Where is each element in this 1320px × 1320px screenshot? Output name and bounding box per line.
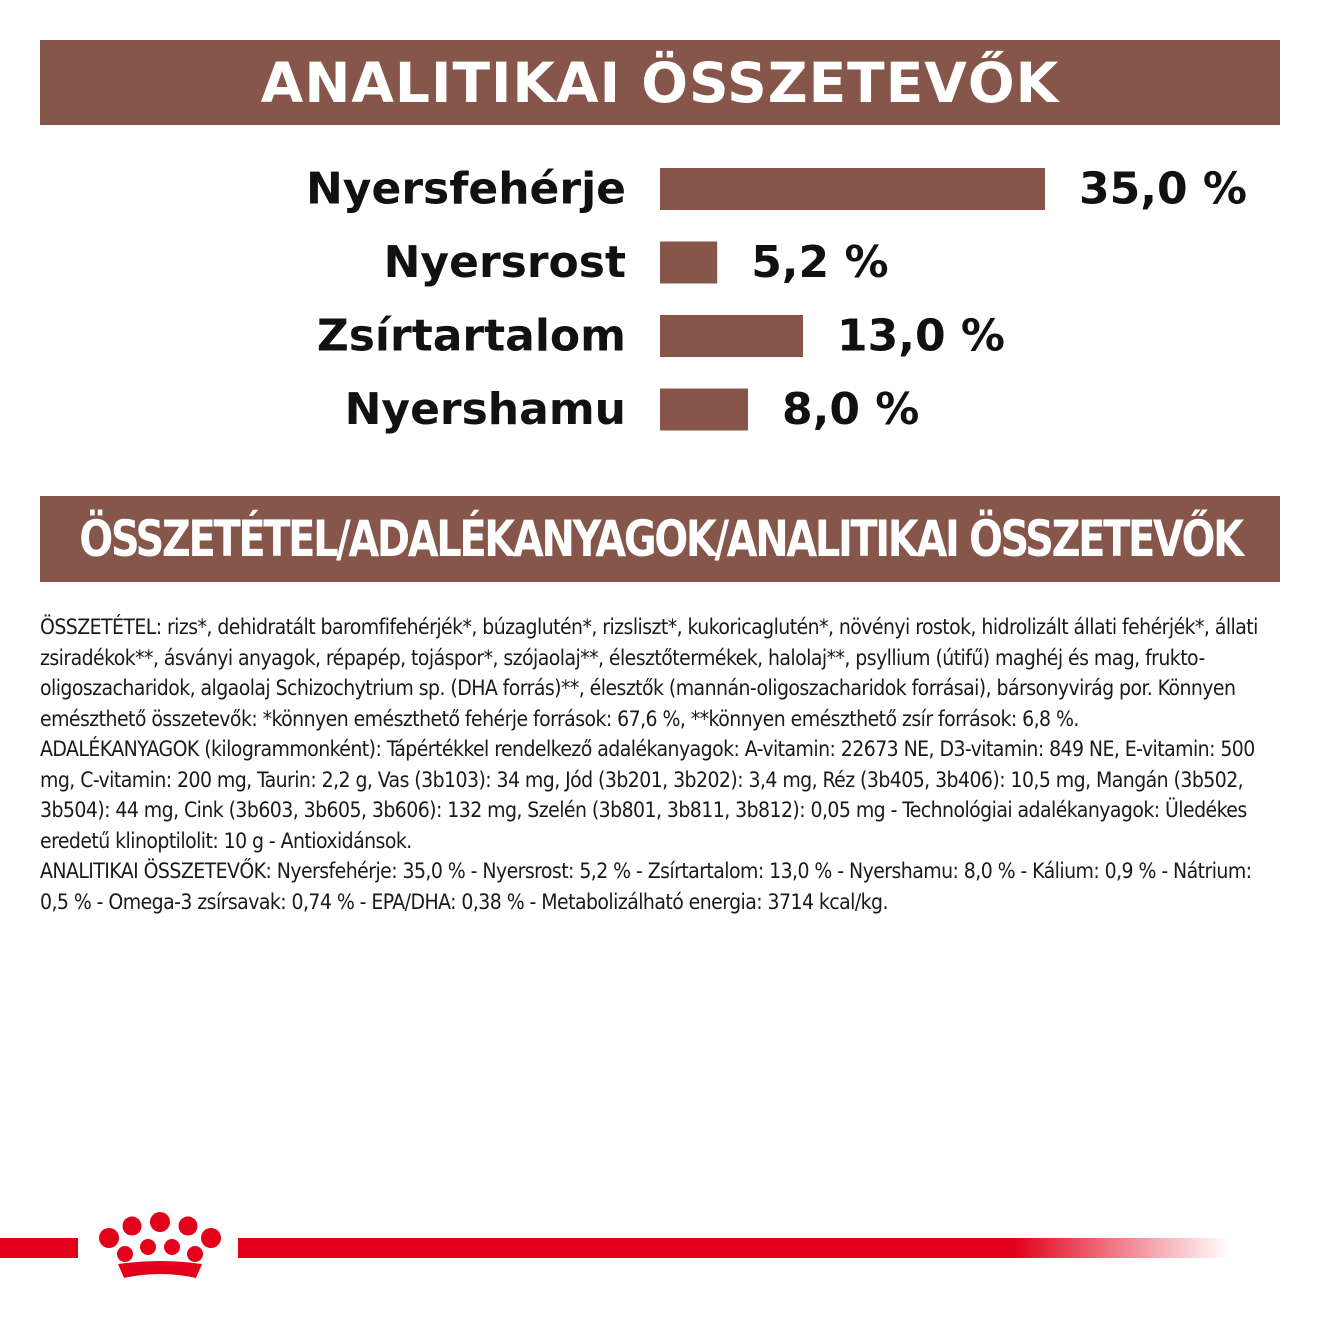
bar — [660, 389, 748, 431]
bar — [660, 242, 717, 284]
footer-line-left — [0, 1238, 78, 1258]
bar — [660, 168, 1045, 210]
analytic-heading — [40, 40, 1280, 125]
category-label: Zsírtartalom — [316, 310, 626, 362]
additives-paragraph: ADALÉKANYAGOK (kilogrammonként): Tápértékkel rendelkező adalékanyagok: A-vitamin: 22673 NE, D3-vitamin: 849 NE, E-vitamin: 500 mg, C-vitamin: 200 mg, Taurin: 2,2 g, Vas (3b103): 34 mg, Jód (3b201, 3b202): 3,4 mg, Réz (3b405, 3b406): 10,5 mg, Mangán (3b502, 3b504): 44 mg, Cink (3b603, 3b605, 3b606): 132 mg, Szelén (3b801, 3b811, 3b812): 0,05 mg - Technológiai adalékanyagok: Üledékes eredetű klinoptilolit: 10 g - Antioxidánsok. — [40, 737, 1255, 853]
composition-text — [40, 612, 1285, 917]
value-label: 13,0 % — [837, 310, 1005, 362]
category-label: Nyersfehérje — [305, 163, 626, 215]
footer-line-right — [238, 1238, 1230, 1258]
crown-icon — [99, 1212, 221, 1278]
composition-heading — [40, 496, 1280, 582]
analytic-paragraph: ANALITIKAI ÖSSZETEVŐK: Nyersfehérje: 35,0 % - Nyersrost: 5,2 % - Zsírtartalom: 13,0 % - Nyershamu: 8,0 % - Kálium: 0,9 % - Nátrium: 0,5 % - Omega-3 zsírsavak: 0,74 % - EPA/DHA: 0,38 % - Metabolizálható energia: 3714 kcal/kg. — [40, 859, 1252, 914]
analytic-heading-text: ANALITIKAI ÖSSZETEVŐK — [260, 50, 1060, 115]
composition-heading-text: ÖSSZETÉTEL/ADALÉKANYAGOK/ANALITIKAI ÖSSZETEVŐK — [78, 510, 1242, 568]
category-label: Nyersrost — [383, 237, 626, 288]
analytic-bar-chart — [0, 150, 1320, 450]
value-label: 35,0 % — [1079, 163, 1247, 215]
value-label: 5,2 % — [751, 237, 889, 288]
category-label: Nyershamu — [344, 384, 626, 435]
composition-paragraph: ÖSSZETÉTEL: rizs*, dehidratált baromfifehérjék*, búzaglutén*, rizsliszt*, kukoricaglutén*, növényi rostok, hidrolizált állati fehérjék*, állati zsiradékok**, ásványi anyagok, répapép, tojáspor*, szójaolaj**, élesztőtermékek, halolaj**, psyllium (útifű) maghéj és mag, frukto-oligoszacharidok, algaolaj Schizochytrium sp. (DHA forrás)**, élesztők (mannán-oligoszacharidok forrásai), bársonyvirág por. Könnyen emészthető összetevők: *könnyen emészthető fehérje források: 67,6 %, **könnyen emészthető zsír források: 6,8 %. — [40, 615, 1258, 731]
brand-footer — [0, 1200, 1320, 1300]
bar — [660, 315, 803, 357]
value-label: 8,0 % — [782, 384, 920, 435]
